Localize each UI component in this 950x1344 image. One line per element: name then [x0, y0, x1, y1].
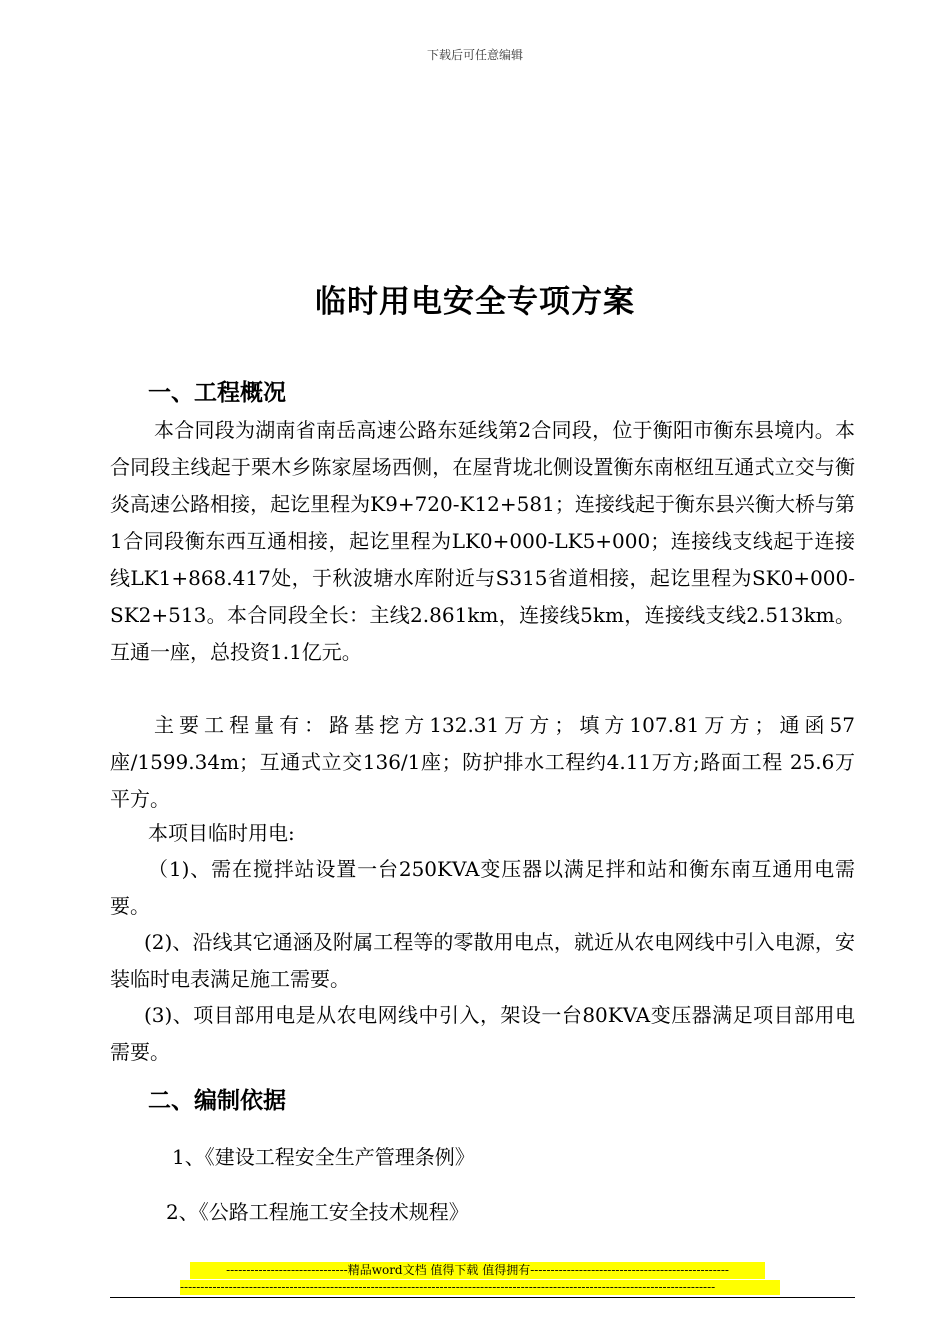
section-heading-basis: 二、编制依据	[148, 1088, 286, 1114]
section-heading-overview: 一、工程概况	[148, 380, 286, 406]
footer-banner: ------------------------------精品word文档 值得下载 值得拥有-------------------------------------------------	[190, 1262, 765, 1279]
footer-rule	[110, 1297, 855, 1298]
temp-power-intro: 本项目临时用电:	[148, 821, 295, 845]
overview-paragraph: 本合同段为湖南省南岳高速公路东延线第2合同段，位于衡阳市衡东县境内。本合同段主线起于栗木乡陈家屋场西侧，在屋背垅北侧设置衡东南枢纽互通式立交与衡炎高速公路相接，起讫里程为K9+720-K12+581；连接线起于衡东县兴衡大桥与第1合同段衡东西互通相接，起讫里程为LK0+000-LK5+000；连接线支线起于连接线LK1+868.417处，于秋波塘水库附近与S315省道相接，起讫里程为SK0+000-SK2+513。本合同段全长：主线2.861km，连接线5km，连接线支线2.513km。互通一座，总投资1.1亿元。	[110, 418, 855, 664]
temp-power-item-2: (2)、沿线其它通涵及附属工程等的零散用电点，就近从农电网线中引入电源，安装临时电表满足施工需要。	[110, 930, 855, 991]
header-note: 下载后可任意编辑	[426, 48, 523, 62]
reference-item-1: 1、《建设工程安全生产管理条例》	[172, 1145, 475, 1169]
temp-power-item-3: (3)、项目部用电是从农电网线中引入，架设一台80KVA变压器满足项目部用电需要。	[110, 1003, 855, 1064]
reference-item-2: 2、《公路工程施工安全技术规程》	[166, 1200, 469, 1224]
footer-dashes: ------------------------------------------------------------------------------------------------------------------------------------	[180, 1280, 780, 1295]
quantities-paragraph: 主要工程量有：路基挖方132.31万方；填方107.81万方；通函57座/1599.34m；互通式立交136/1座；防护排水工程约4.11万方;路面工程 25.6万平方。	[110, 713, 855, 811]
temp-power-item-1: （1)、需在搅拌站设置一台250KVA变压器以满足拌和站和衡东南互通用电需要。	[110, 857, 855, 918]
document-title: 临时用电安全专项方案	[315, 284, 635, 320]
